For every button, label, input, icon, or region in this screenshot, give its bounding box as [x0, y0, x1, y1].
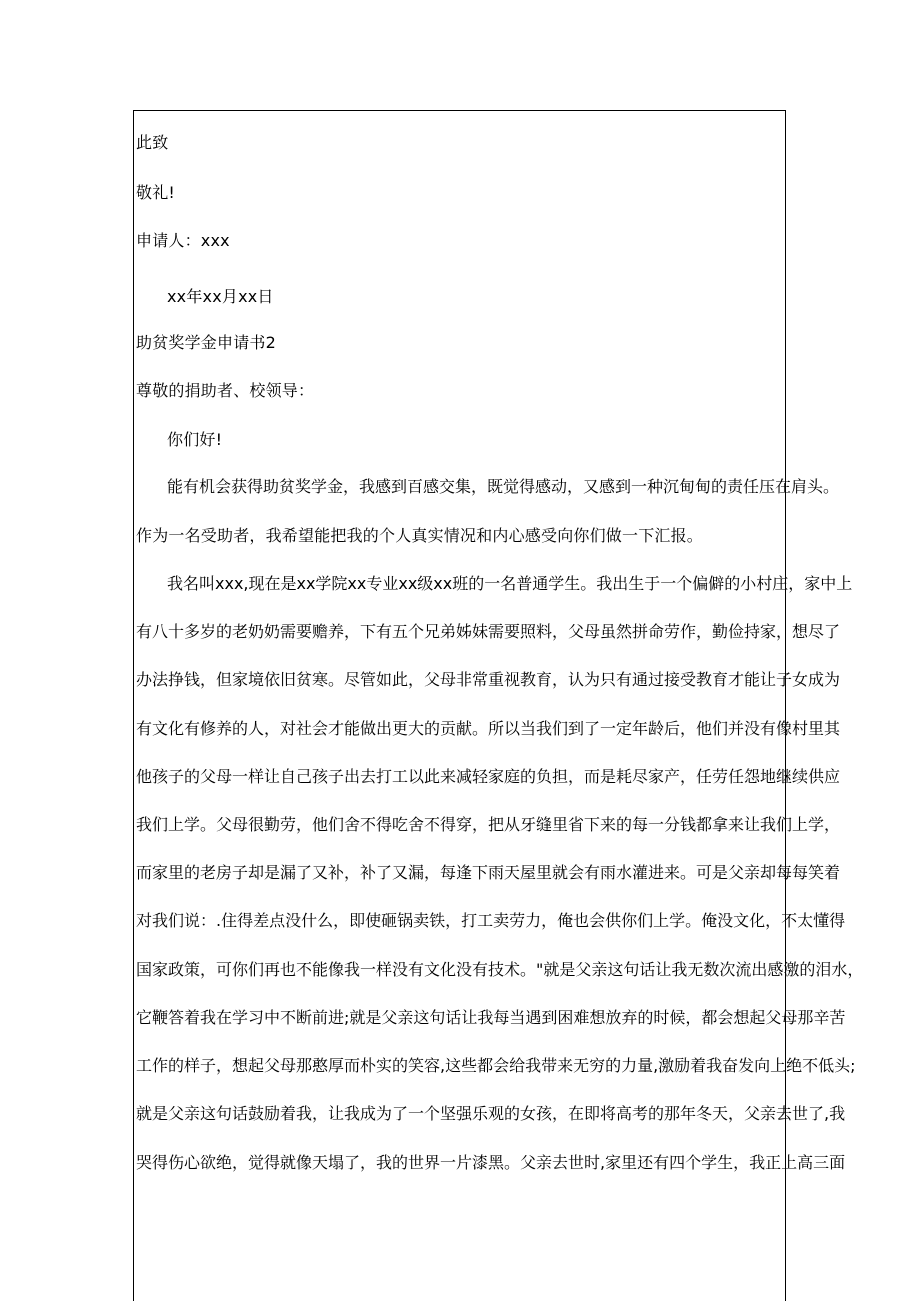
addressee: 尊敬的捐助者、校领导： — [136, 381, 315, 400]
paragraph-line: 哭得伤心欲绝，觉得就像天塌了，我的世界一片漆黑。父亲去世时,家里还有四个学生，我正上高三面 — [136, 1153, 846, 1172]
paragraph-line: 有文化有修养的人，对社会才能做出更大的贡献。所以当我们到了一定年龄后，他们并没有像村里其 — [136, 719, 841, 738]
paragraph-line: 我们上学。父母很勤劳，他们舍不得吃舍不得穿，把从牙缝里省下来的每一分钱都拿来让我们上学， — [136, 815, 841, 834]
paragraph-line: 就是父亲这句话鼓励着我，让我成为了一个坚强乐观的女孩，在即将高考的那年冬天，父亲去世了,我 — [136, 1104, 846, 1123]
paragraph-line: 作为一名受助者，我希望能把我的个人真实情况和内心感受向你们做一下汇报。 — [136, 526, 704, 545]
paragraph-line: 他孩子的父母一样让自己孩子出去打工以此来减轻家庭的负担，而是耗尽家产，任劳任怨地继续供应 — [136, 767, 841, 786]
paragraph-line: 它鞭答着我在学习中不断前进;就是父亲这句话让我每当遇到困难想放弃的时候，都会想起父母那辛苦 — [136, 1008, 846, 1027]
paragraph-line: 办法挣钱，但家境依旧贫寒。尽管如此，父母非常重视教育，认为只有通过接受教育才能让子女成为 — [136, 670, 841, 689]
paragraph-line: 而家里的老房子却是漏了又补，补了又漏，每逢下雨天屋里就会有雨水灌进来。可是父亲却每每笑着 — [136, 863, 841, 882]
greeting: 你们好! — [167, 430, 223, 449]
paragraph-line: 国家政策，可你们再也不能像我一样没有文化没有技术。"就是父亲这句话让我无数次流出感激的泪水， — [136, 960, 864, 979]
paragraph-line: 对我们说：.住得差点没什么，即使砸锅卖铁，打工卖劳力，俺也会供你们上学。俺没文化，不太懂得 — [136, 911, 846, 930]
paragraph-line: 能有机会获得助贫奖学金，我感到百感交集，既觉得感动，又感到一种沉甸甸的责任压在肩头。 — [167, 477, 840, 496]
applicant-line: 申请人：xxx — [136, 231, 230, 250]
paragraph-line: 工作的样子，想起父母那憨厚而朴实的笑容,这些都会给我带来无穷的力量,激励着我奋发向上绝不低头; — [136, 1056, 856, 1075]
paragraph-line: 我名叫xxx,现在是xx学院xx专业xx级xx班的一名普通学生。我出生于一个偏僻的小村庄，家中上 — [167, 574, 853, 593]
date-line: xx年xx月xx日 — [167, 287, 274, 306]
paragraph-line: 有八十多岁的老奶奶需要赡养，下有五个兄弟姊妹需要照料，父母虽然拼命劳作，勤俭持家，想尽了 — [136, 622, 841, 641]
closing-respect: 敬礼! — [136, 183, 176, 202]
closing-salutation: 此致 — [136, 133, 169, 152]
letter-title: 助贫奖学金申请书2 — [136, 333, 276, 352]
